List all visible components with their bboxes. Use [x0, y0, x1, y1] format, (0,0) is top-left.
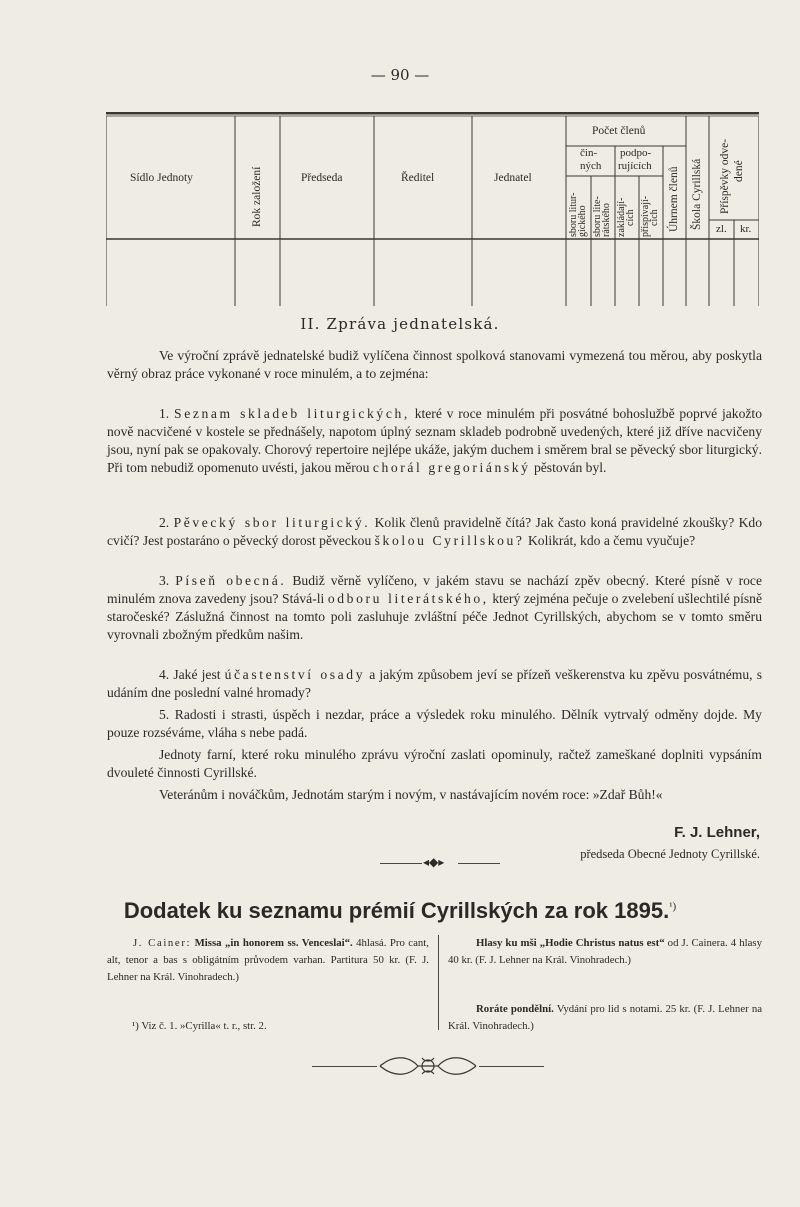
header-jednatel: Jednatel [494, 172, 532, 184]
intro-paragraph: Ve výroční zprávě jednatelské budiž vylíčena činnost spolková stanovami vymezená tou měrou, aby poskytla věrný obraz práce vykonané v roce minulém, a to zejména: [107, 348, 762, 381]
dodatek-heading: Dodatek ku seznamu prémií Cyrillských za rok 1895.$^{^1)}$ [123, 898, 677, 923]
header-sub-zaklad-2: cích [625, 209, 636, 226]
right-column-entry-1: Hlasy ku mši „Hodie Christus natus est“ od J. Cainera. 4 hlasy 40 kr. (F. J. Lehner na Král. Vinohradech.) [448, 937, 762, 966]
members-table [106, 112, 759, 306]
page-number: — 90 — [370, 66, 430, 84]
footnote: ¹) Viz č. 1. »Cyrilla« t. r., str. 2. [132, 1020, 267, 1032]
column-divider [438, 935, 439, 1030]
header-sub-literat-2: rátského [601, 203, 612, 237]
header-prispevky-2: dené [733, 160, 745, 182]
signature-name: F. J. Lehner, [674, 824, 760, 841]
paragraph-veteranum: Veteránům i nováčkům, Jednotám starým i novým, v nastávajícím novém roce: »Zdař Bůh!« [159, 787, 663, 802]
section-title: II. Zpráva jednatelská. [300, 315, 500, 333]
divider-left [380, 863, 422, 864]
header-uhrnem: Úhrnem členů [668, 166, 680, 232]
header-sub-literat-1: sboru lite- [592, 196, 603, 237]
header-sub-liturg-1: sboru litur- [568, 192, 579, 237]
divider-ornament: ◂◆▸ [423, 855, 445, 869]
header-sub-prispiv-2: cích [649, 209, 660, 226]
signature-title: předseda Obecné Jednoty Cyrillské. [580, 847, 760, 861]
header-reditel: Ředitel [401, 172, 435, 184]
item-2: 2. Pěvecký sbor liturgický. Kolik členů pravidelně čítá? Jak často koná pravidelné zkoušky? Kdo cvičí? Jest postaráno o pěvecký dorost pěveckou školou Cyrillskou? Kolikrát, kdo a čemu vyučuje? [107, 515, 763, 548]
header-kr: kr. [740, 223, 752, 235]
ornament-line-left [312, 1066, 377, 1067]
item-4: 4. Jaké jest účastenství osady a jakým způsobem jeví se přízeň veškerenstva ku zpěvu posvátnému, s udáním dne poslední valné hromady? [107, 667, 762, 700]
item-5: 5. Radosti i strasti, úspěch i nezdar, práce a výsledek roku minulého. Dělník vytrvalý odměny dojde. My pouze rozséváme, vláha s nebe padá. [107, 707, 762, 740]
header-prispevky-1: Příspěvky odve- [719, 138, 731, 214]
ornament-line-right [479, 1066, 544, 1067]
item-1: 1. Seznam skladeb liturgických, které v roce minulém při posvátné bohoslužbě poprvé jakožto nově nacvičené v kostele se přednášely, napotom úplný seznam skladeb podrobně uvedených, které již dříve nacvičeny jsou, nyní pak se opakovaly. Chorový repertoire nejlépe ukáže, jakým duchem i směrem bral se pěvecký sbor liturgický. Při tom nebudiž opomenuto uvésti, jakou měrou chorál gregoriánský pěstován byl. [107, 406, 762, 475]
header-pocet-clenu: Počet členů [592, 125, 646, 137]
header-sub-zaklad-1: zakládají- [616, 197, 627, 237]
paragraph-farni: Jednoty farní, které roku minulého zprávu výroční zaslati opominuly, račtež zameškané doplniti vypsáním dvouleté činnosti Cyrillské. [107, 747, 762, 780]
header-cinnych-2: ných [580, 160, 602, 172]
header-zl: zl. [716, 223, 727, 235]
header-podporujicich-2: rujících [618, 160, 652, 172]
left-column-entry: J. Cainer: Missa „in honorem ss. Venceslai“. 4hlasá. Pro cant, alt, tenor a bas s obligátním průvodem varhan. Partitura 50 kr. (F. J. Lehner na Král. Vinohradech.) [107, 937, 429, 983]
header-cinnych-1: čin- [580, 147, 598, 159]
header-sub-liturg-2: gického [577, 205, 588, 237]
header-predseda: Předseda [301, 172, 343, 184]
header-skola: Škola Cyrillská [691, 158, 703, 230]
right-column-entry-2: Roráte pondělní. Vydání pro lid s notami. 25 kr. (F. J. Lehner na Král. Vinohradech.) [448, 1003, 763, 1032]
item-3: 3. Píseň obecná. Budiž věrně vylíčeno, v jakém stavu se nachází zpěv obecný. Které písně v roce minulém znova zavedeny jsou? Stává-li odboru literátského, který zejména pečuje o zvelebení ušlechtilé písně staročeské? Záslužná činnost na tomto poli zasluhuje zvláštní péče Jednot Cyrillských, abychom se v tomto směru vyrovnali zbožným předkům našim. [107, 573, 762, 642]
header-sub-prispiv-1: přispívají- [640, 195, 651, 237]
header-sidlo: Sídlo Jednoty [130, 172, 193, 184]
table-grid [106, 112, 759, 306]
header-podporujicich-1: podpo- [620, 147, 652, 159]
ornament-flourish [378, 1053, 478, 1079]
header-rok: Rok založení [251, 166, 263, 227]
divider-right [458, 863, 500, 864]
